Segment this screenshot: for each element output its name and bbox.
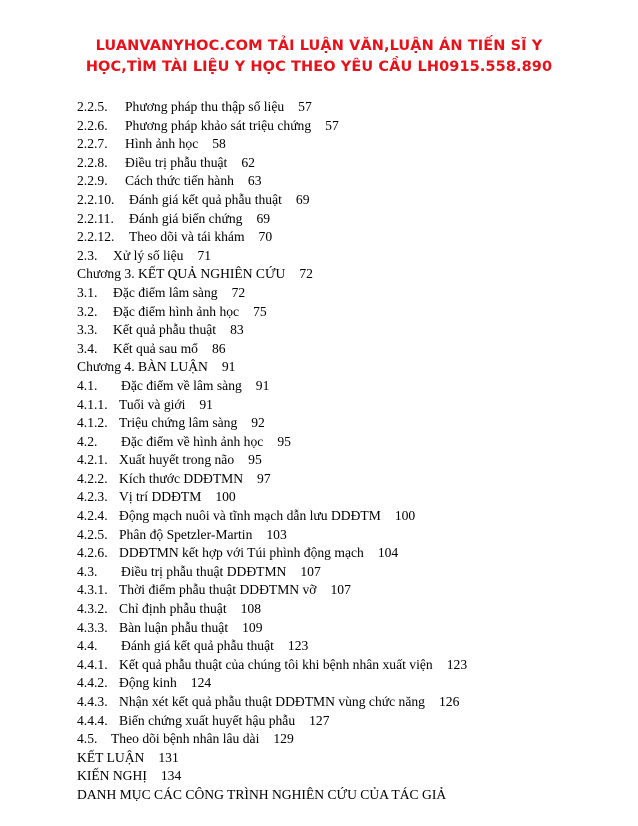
toc-entry-number: 2.2.9. [77,173,108,189]
toc-entry-title: Điều trị phẫu thuật [125,154,228,170]
toc-entry-title: Bàn luận phẫu thuật [119,619,229,635]
toc-entry[interactable] [77,358,617,377]
toc-entry-title: Kết quả phẫu thuật [113,322,217,338]
toc-entry-page: 134 [160,768,182,784]
toc-entry[interactable] [77,507,617,526]
toc-entry-page: 127 [309,712,330,728]
toc-entry-number: 2.2.10. [77,191,115,207]
toc-entry-number: 4.1.2. [77,415,108,431]
toc-entry[interactable] [77,98,617,117]
toc-entry-page: 95 [248,452,262,468]
toc-entry-title: Triệu chứng lâm sàng [119,415,238,431]
toc-entry-number: 4.5. [77,731,98,747]
toc-entry-number: 4.3.1. [77,582,108,598]
banner-line-2: HỌC,TÌM TÀI LIỆU Y HỌC THEO YÊU CẦU LH0915.558.890 [85,59,553,75]
toc-entry-page: 71 [197,247,212,263]
toc-entry-number: 4.3.2. [77,601,108,617]
toc-entry-number: 2.2.11. [77,210,114,226]
toc-entry-page: 129 [273,731,294,747]
toc-entry-page: 62 [241,154,255,170]
toc-entry[interactable] [77,488,617,507]
toc-entry[interactable] [77,228,617,247]
toc-entry[interactable] [77,191,617,210]
toc-entry[interactable] [77,600,617,619]
toc-entry[interactable] [77,563,617,582]
toc-entry-title: Đặc điểm hình ảnh học [113,303,240,319]
toc-entry-page: 107 [330,582,351,598]
toc-entry-title: Cách thức tiến hành [125,173,234,189]
toc-entry-title: Động kinh [119,675,177,691]
toc-entry[interactable] [77,619,617,638]
toc-entry-page: 83 [230,322,244,338]
toc-entry-title: Chỉ định phẫu thuật [119,601,227,617]
toc-entry-number: 4.4.3. [77,694,108,709]
toc-entry-number: 3.1. [77,284,98,300]
toc-entry-page: 69 [256,210,271,226]
toc-entry-number: 2.3. [77,247,98,263]
toc-entry-page: 75 [253,303,267,319]
toc-entry-number: 4.3.3. [77,619,108,635]
toc-entry[interactable] [77,396,617,415]
toc-entry[interactable] [77,377,617,396]
toc-entry-page: 109 [242,619,263,635]
toc-entry[interactable] [77,414,617,433]
toc-entry[interactable] [77,321,617,340]
toc-entry-title: Biến chứng xuất huyết hậu phẫu [119,712,296,728]
toc-entry-page: 69 [295,191,310,207]
toc-entry-number: 4.2.3. [77,489,108,505]
toc-entry-page: 58 [212,136,226,152]
toc-entry[interactable] [77,117,617,136]
toc-entry[interactable] [77,749,617,768]
toc-entry-number: 2.2.7. [77,136,108,152]
toc-entry-title: Chương 3. KẾT QUẢ NGHIÊN CỨU [77,266,286,282]
toc-entry-title: Động mạch nuôi và tĩnh mạch dẫn lưu DDĐTM [119,508,381,524]
toc-entry-number: 4.2.4. [77,508,108,524]
toc-entry[interactable] [77,712,617,731]
header-banner [0,36,638,78]
toc-entry-title: Thời điểm phẫu thuật DDĐTMN vỡ [119,582,317,598]
toc-entry[interactable] [77,637,617,656]
toc-entry[interactable] [77,693,617,712]
toc-entry-page: 97 [257,470,271,486]
toc-entry-page: 107 [300,563,321,579]
toc-entry-page: 70 [258,229,273,245]
toc-entry-title: Đặc điểm về lâm sàng [121,377,242,393]
toc-entry-title: Hình ảnh học [125,136,199,152]
toc-entry[interactable] [77,340,617,359]
toc-entry[interactable] [77,786,617,805]
toc-entry-title: Kết quả sau mổ [113,340,198,356]
toc-entry-title: Phương pháp thu thập số liệu [125,99,285,114]
toc-entry[interactable] [77,172,617,191]
toc-entry[interactable] [77,210,617,229]
banner-line-1: LUANVANYHOC.COM TẢI LUẬN VĂN,LUẬN ÁN TIẾN SĨ Y [95,38,543,54]
toc-entry-title: Đặc điểm lâm sàng [113,284,218,300]
toc-entry-title: Đánh giá kết quả phẫu thuật [121,638,274,654]
table-of-contents [77,98,617,805]
toc-entry-title: Phương pháp khảo sát triệu chứng [125,117,312,133]
toc-entry-number: 4.4.1. [77,656,108,672]
toc-entry[interactable] [77,433,617,452]
toc-entry-page: 124 [190,675,212,691]
toc-entry-number: 4.1. [77,377,98,393]
toc-entry-title: Đặc điểm về hình ảnh học [121,433,264,449]
toc-entry-number: 4.2.6. [77,545,108,561]
toc-entry-page: 95 [277,433,291,449]
toc-entry-title: Vị trí DDĐTM [119,489,202,505]
toc-entry-page: 126 [438,694,460,709]
toc-entry-title: Theo dõi bệnh nhân lâu dài [111,731,260,747]
toc-entry-number: 2.2.8. [77,154,108,170]
toc-entry-number: 3.3. [77,322,98,338]
toc-entry-number: 3.2. [77,303,98,319]
toc-entry-page: 72 [299,266,313,282]
toc-entry-title: Nhận xét kết quả phẫu thuật DDĐTMN vùng chức năng [119,694,425,709]
toc-entry-title: Phân độ Spetzler-Martin [119,526,253,542]
toc-entry-page: 92 [251,415,265,431]
toc-entry[interactable] [77,581,617,600]
toc-entry-page: 104 [377,545,399,561]
toc-entry[interactable] [77,470,617,489]
toc-entry[interactable] [77,135,617,154]
toc-entry-title: Xử lý số liệu [113,247,184,263]
toc-entry[interactable] [77,154,617,173]
toc-entry-page: 63 [247,173,262,189]
toc-entry-number: 2.2.5. [77,99,108,114]
toc-entry-number: 4.2.1. [77,452,108,468]
toc-entry-page: 57 [325,117,339,133]
toc-entry-title: Chương 4. BÀN LUẬN [77,359,208,375]
toc-entry-page: 57 [298,99,312,114]
toc-entry-title: Điều trị phẫu thuật DDĐTMN [121,563,287,579]
toc-entry-number: 2.2.6. [77,117,108,133]
toc-entry[interactable] [77,303,617,322]
toc-entry-title: Đánh giá kết quả phẫu thuật [129,191,282,207]
toc-entry-number: 4.4.2. [77,675,108,691]
toc-entry-title: KẾT LUẬN [77,749,145,765]
toc-entry-number: 4.4.4. [77,712,108,728]
toc-entry-title: DANH MỤC CÁC CÔNG TRÌNH NGHIÊN CỨU CỦA TÁC GIẢ [77,786,447,802]
toc-entry-page: 131 [158,749,179,765]
toc-entry-title: Đánh giá biến chứng [129,210,243,226]
toc-entry[interactable] [77,730,617,749]
toc-entry-page: 91 [221,359,236,375]
toc-entry[interactable] [77,247,617,266]
toc-entry[interactable] [77,526,617,545]
toc-entry-page: 100 [394,508,416,524]
toc-entry-title: KIẾN NGHỊ [77,768,147,784]
toc-entry[interactable] [77,284,617,303]
toc-entry-page: 86 [211,340,226,356]
toc-entry-page: 103 [266,526,287,542]
toc-entry-number: 4.4. [77,638,98,654]
toc-entry-page: 91 [199,396,213,412]
toc-entry-number: 3.4. [77,340,98,356]
toc-entry-page: 123 [287,638,309,654]
toc-entry-number: 4.2.5. [77,526,108,542]
toc-entry-title: DDĐTMN kết hợp với Túi phình động mạch [119,545,364,561]
toc-entry-title: Kết quả phẫu thuật của chúng tôi khi bệnh nhân xuất viện [119,656,433,672]
toc-entry[interactable] [77,767,617,786]
toc-entry-title: Theo dõi và tái khám [129,229,245,245]
toc-entry-page: 100 [215,489,236,505]
toc-entry-page: 91 [255,377,270,393]
toc-entry-number: 4.2.2. [77,470,108,486]
toc-entry-title: Tuổi và giới [119,396,186,412]
toc-entry[interactable] [77,451,617,470]
toc-entry-title: Xuất huyết trong não [119,452,235,468]
toc-entry-number: 4.2. [77,433,98,449]
toc-entry-number: 4.1.1. [77,396,108,412]
toc-entry-page: 123 [446,656,468,672]
toc-entry[interactable] [77,674,617,693]
toc-entry[interactable] [77,265,617,284]
toc-entry-title: Kích thước DDĐTMN [119,470,244,486]
toc-entry-page: 108 [240,601,261,617]
toc-entry-number: 2.2.12. [77,229,115,245]
toc-entry-page: 72 [231,284,246,300]
toc-entry-number: 4.3. [77,563,98,579]
toc-entry[interactable] [77,656,617,675]
toc-entry[interactable] [77,544,617,563]
